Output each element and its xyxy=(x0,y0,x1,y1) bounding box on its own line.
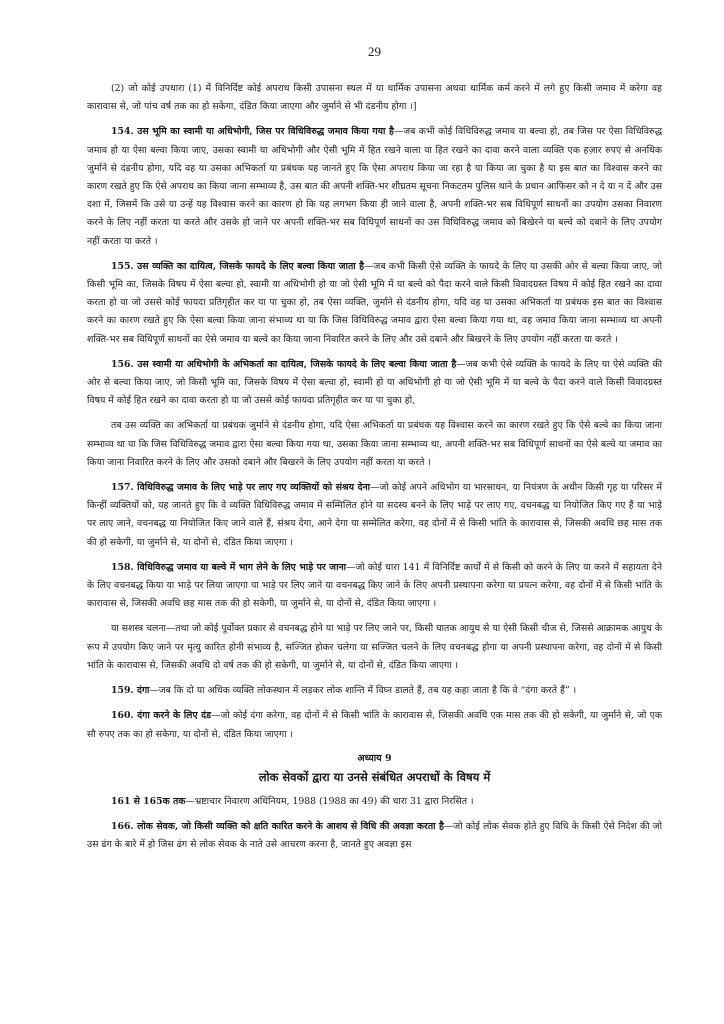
section-body: —जो कोई लोक सेवक होते हुए विधि के किसी ऐसे निदेश की जो उस ढंग के बारे में हो जिस ढंग से लोक सेवक के नाते उसे आचरण करना है, जानते हुए अवज्ञा इस xyxy=(87,820,662,851)
section-body: —जब कि दो या अधिक व्यक्ति लोकस्थान में लड़कर लोक शान्ति में विघ्न डालते हैं, तब यह कहा जाता है कि वे “दंगा करते हैं” । xyxy=(149,685,577,697)
section-body: —जो कोई दंगा करेगा, वह दोनों में से किसी भांति के कारावास से, जिसकी अवधि एक मास तक की हो सकेगी, या जुर्माने से, जो एक सौ रुपए तक का हो सकेगा, या दोनों से, दंडित किया जाएगा । xyxy=(87,710,662,740)
paragraph-section-158 xyxy=(87,559,662,614)
paragraph-section-166 xyxy=(87,818,662,854)
paragraph-section-159 xyxy=(87,682,662,700)
section-heading: 158. विधिविरुद्ध जमाव या बल्वे में भाग लेने के लिए भाड़े पर जाना xyxy=(111,561,347,573)
section-heading: 161 से 165क तक xyxy=(111,795,186,807)
section-body: —जो कोई धारा 141 में विनिर्दिष्ट कार्यों में से किसी को करने के लिए या करने में सहायता देने के लिए वचनबद्ध किया या भाड़े पर लिया जाएगा या भाड़े पर लिए जाने या वचनबद्ध किए जाने के लिए अपनी प्रस्थापना करेगा या प्रयत्न करेगा, वह दोनों में से किसी भांति के कारावास से, जिसकी अवधि छह मास तक की हो सकेगी, या जुर्माने से, या दोनों से, दंडित किया जाएगा । xyxy=(87,561,662,610)
paragraph-section-156 xyxy=(87,356,662,411)
section-body: तब उस व्यक्ति का अभिकर्ता या प्रबंधक जुर्माने से दंडनीय होगा, यदि ऐसा अभिकर्ता या प्रबंधक यह विश्वास करने का कारण रखते हुए कि ऐसे बल्वे का किया जाना सम्भाव्य था या कि जिस विधिविरुद्ध जमाव द्वारा ऐसा बल्वा किया गया था, उसका किया जाना सम्भाव्य था, अपनी शक्ति-भर सब विधिपूर्ण साधनों का ऐसे बल्वे या जमाव का किया जाना निवारित करने के लिए और उसको दबाने और बिखरने के लिए उपयोग नहीं करता या करते । xyxy=(87,420,662,468)
section-body: (2) जो कोई उपधारा (1) में विनिर्दिष्ट कोई अपराध किसी उपासना स्थल में या धार्मिक उपासना अथवा धार्मिक कर्म करने में लगे हुए किसी जमाव में करेगा वह कारावास से, जो पांच वर्ष तक का हो सकेगा, दंडित किया जाएगा और जुर्माने से भी दंडनीय होगा ।] xyxy=(87,83,662,113)
paragraph-section-160 xyxy=(87,707,662,743)
paragraph-section-156-continued xyxy=(87,417,662,472)
section-heading: 166. लोक सेवक, जो किसी व्यक्ति को क्षति कारित करने के आशय से विधि की अवज्ञा करता है xyxy=(111,820,444,832)
paragraph-list xyxy=(87,80,662,744)
chapter-paragraph-list xyxy=(87,793,662,855)
chapter-label: अध्याय 9 xyxy=(357,752,392,764)
paragraph-section-161-165a xyxy=(87,793,662,811)
section-heading: 157. विधिविरुद्ध जमाव के लिए भाड़े पर लाए गए व्यक्तियों को संश्रय देना xyxy=(111,482,371,494)
page-number: 29 xyxy=(368,44,381,59)
section-heading: 154. उस भूमि का स्वामी या अधिभोगी, जिस पर विधिविरुद्ध जमाव किया गया है xyxy=(111,126,394,138)
section-heading: 159. दंगा xyxy=(111,685,150,697)
paragraph-section-154 xyxy=(87,123,662,250)
chapter-title: लोक सेवकों द्वारा या उनसे संबंधित अपराधों के विषय में xyxy=(258,769,491,784)
section-body: —जब कभी कोई विधिविरुद्ध जमाव या बल्वा हो, तब जिस पर ऐसा विधिविरुद्ध जमाव हो या ऐसा बल्वा किया जाए, उसका स्वामी या अधिभोगी और ऐसी भूमि में हित रखने वाला या हित रखने का दावा करने वाला व्यक्ति एक हज़ार रुपए से अनधिक जुर्माने से दंडनीय होगा, यदि वह या उसका अभिकर्ता या प्रबंधक यह जानते हुए कि ऐसा अपराध किया जा रहा है या किया जा चुका है या इस बात का विश्वास करने का कारण रखते हुए कि ऐसे अपराध का किया जाना सम्भाव्य है, उस बात की अपनी शक्ति-भर शीघ्रतम सूचना निकटतम पुलिस थाने के प्रधान आफिसर को न दे या न दें और उस दशा में, जिसमें कि उसे या उन्हें यह विश्वास करने का कारण हो कि यह लगभग किया ही जाने वाला है, अपनी शक्ति-भर सब विधिपूर्ण साधनों का उपयोग उसका निवारण करने के लिए नहीं करता या करते और उसके हो जाने पर अपनी शक्ति-भर सब विधिपूर्ण साधनों का उस विधिविरुद्ध जमाव को बिखेरने या बल्वे को दबाने के लिए उपयोग नहीं करता या करते । xyxy=(87,126,662,247)
section-body: —जो कोई अपने अधिभोग या भारसाधन, या नियंत्रण के अधीन किसी गृह या परिसर में किन्हीं व्यक्तियों को, यह जानते हुए कि वे व्यक्ति विधिविरुद्ध जमाव में सम्मिलित होने या सदस्य बनने के लिए भाड़े पर लाए गए, वचनबद्ध या नियोजित किए गए हैं या भाड़े पर लाए जाने, वचनबद्ध या नियोजित किए जाने वाले हैं, संश्रय देगा, आने देगा या सम्मेलित करेगा, वह दोनों में से किसी भांति के कारावास से, जिसकी अवधि छह मास तक की हो सकेगी, या जुर्माने से, या दोनों से, दंडित किया जाएगा । xyxy=(87,482,662,548)
section-body: —जब कभी ऐसे व्यक्ति के फायदे के लिए या ऐसे व्यक्ति की ओर से बल्वा किया जाए, जो किसी भूमि का, जिसके विषय में ऐसा बल्वा हो, स्वामी हो या अधिभोगी हो या जो ऐसी भूमि में या बल्वे के पैदा करने वाले किसी विवादग्रस्त विषय में कोई हित रखने का दावा करता हो या जो उससे कोई फायदा प्रतिगृहीत कर या पा चुका हो, xyxy=(87,358,663,407)
paragraph-section-155 xyxy=(87,258,662,349)
paragraph-section-153a-2 xyxy=(87,80,662,116)
paragraph-section-157 xyxy=(87,479,662,552)
section-body: —जब कभी किसी ऐसे व्यक्ति के फायदे के लिए या उसकी ओर से बल्वा किया जाए, जो किसी भूमि का, जिसके विषय में ऐसा बल्वा हो, स्वामी या अधिभोगी हो या जो ऐसी भूमि में या बल्वे को पैदा करने वाले किसी विवादग्रस्त विषय में कोई हित रखने का दावा करता हो या जो उससे कोई फायदा प्रतिगृहीत कर या पा चुका हो, तब ऐसा व्यक्ति, जुर्माने से दंडनीय होगा, यदि वह या उसका अभिकर्ता या प्रबंधक इस बात का विश्वास करने का कारण रखते हुए कि ऐसा बल्वा किया जाना संभाव्य था या कि जिस विधिविरुद्ध जमाव द्वारा ऐसा बल्वा किया गया था, वह जमाव किया जाना सम्भाव्य था अपनी शक्ति-भर सब विधिपूर्ण साधनों का ऐसे जमाव या बल्वे का किया जाना निवारित करने के लिए और उसे दबाने और बिखरने के लिए उपयोग नहीं करता या करते । xyxy=(87,260,662,345)
section-heading: 160. दंगा करने के लिए दंड xyxy=(111,710,212,722)
section-body: —भ्रष्टाचार निवारण अधिनियम, 1988 (1988 का 49) की धारा 31 द्वारा निरसित । xyxy=(185,795,474,807)
section-heading: 156. उस स्वामी या अधिभोगी के अभिकर्ता का दायित्व, जिसके फायदे के लिए बल्वा किया जाता है xyxy=(111,358,457,370)
section-heading: 155. उस व्यक्ति का दायित्व, जिसके फायदे के लिए बल्वा किया जाता है xyxy=(111,260,365,272)
paragraph-section-158-armed xyxy=(87,620,662,675)
section-body: या सशस्त्र चलना—तथा जो कोई पूर्वोक्त प्रकार से वचनबद्ध होने या भाड़े पर लिए जाने पर, किसी घातक आयुध से या ऐसी किसी चीज से, जिससे आक्रामक आयुध के रूप में उपयोग किए जाने पर मृत्यु कारित होनी संभाव्य है, सज्जित होकर चलेगा या सज्जित चलने के लिए वचनबद्ध होगा या अपनी प्रस्थापना करेगा, वह दोनों में से किसी भांति के कारावास से, जिसकी अवधि दो वर्ष तक की हो सकेगी, या जुर्माने से, या दोनों से, दंडित किया जाएगा । xyxy=(87,623,662,671)
